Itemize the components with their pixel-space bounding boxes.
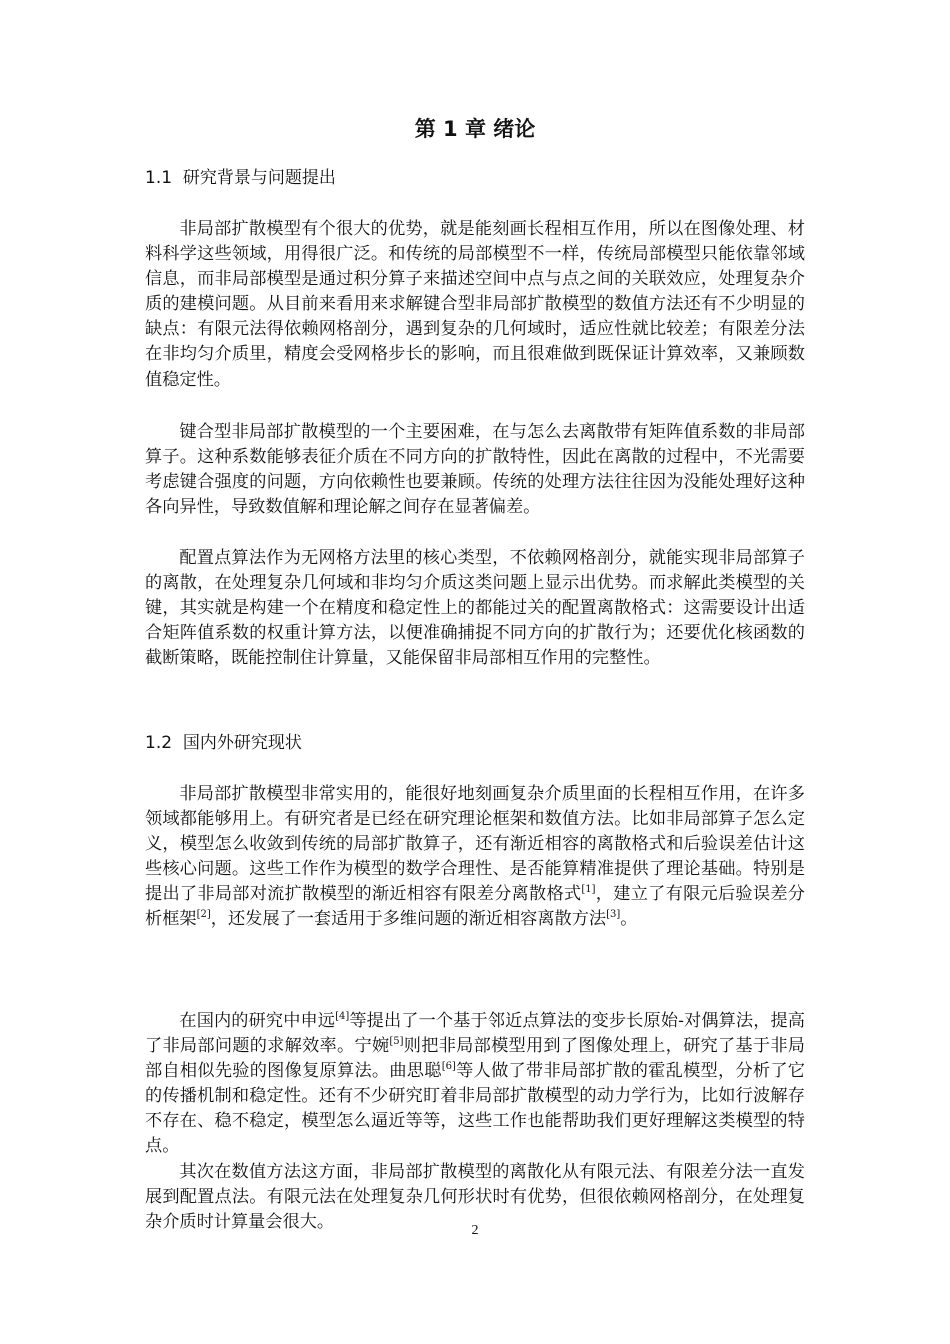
citation-3[interactable]: [3]	[606, 909, 621, 921]
citation-6[interactable]: [6]	[441, 1061, 456, 1073]
section-heading-1-2: 1.2 国内外研究现状	[145, 733, 302, 753]
paragraph-text: 非局部扩散模型非常实用的，能很好地刻画复杂介质里面的长程相互作用，在许多领域都能够用上。有研究者是已经在研究理论框架和数值方法。比如非局部算子怎么定义，模型怎么收敛到传统的局部扩散算子，还有渐近相容的离散格式和后验误差估计这些核心问题。这些工作作为模型的数学合理性、是否能算精准提供了理论基础。特别是提出了非局部对流扩散模型的渐近相容有限差分离散格式	[145, 784, 805, 905]
section-heading-1-1: 1.1 研究背景与问题提出	[145, 168, 336, 188]
chapter-title: 第 1 章 绪论	[414, 117, 536, 141]
paragraph-text: 等提出了一个基于邻近点算法的变步长原始-对偶算法，提高了非局部问题的求解效率。宁婉	[145, 1011, 805, 1057]
citation-2[interactable]: [2]	[196, 909, 211, 921]
paragraph: 其次在数值方法这方面，非局部扩散模型的离散化从有限元法、有限差分法一直发展到配置点法。有限元法在处理复杂几何形状时有优势，但很依赖网格剖分，在处理复杂介质时计算量会很大。	[145, 1162, 805, 1233]
page-number: 2	[471, 1223, 479, 1238]
paragraph: 键合型非局部扩散模型的一个主要困难，在与怎么去离散带有矩阵值系数的非局部算子。这种系数能够表征介质在不同方向的扩散特性，因此在离散的过程中，不光需要考虑键合强度的问题，方向依赖性也要兼顾。传统的处理方法往往因为没能处理好这种各向异性，导致数值解和理论解之间存在显著偏差。	[145, 422, 805, 518]
paragraph	[145, 1009, 805, 1160]
paragraph: 配置点算法作为无网格方法里的核心类型，不依赖网格剖分，就能实现非局部算子的离散，在处理复杂几何域和非均匀介质这类问题上显示出优势。而求解此类模型的关键，其实就是构建一个在精度和稳定性上的都能过关的配置离散格式：这需要设计出适合矩阵值系数的权重计算方法，以便准确捕捉不同方向的扩散行为；还要优化核函数的截断策略，既能控制住计算量，又能保留非局部相互作用的完整性。	[145, 548, 805, 669]
citation-5[interactable]: [5]	[389, 1036, 404, 1048]
citation-4[interactable]: [4]	[335, 1011, 350, 1022]
paragraph-text: 。	[620, 909, 638, 930]
paragraph: 非局部扩散模型有个很大的优势，就是能刻画长程相互作用，所以在图像处理、材料科学这些领域，用得很广泛。和传统的局部模型不一样，传统局部模型只能依靠邻域信息，而非局部模型是通过积分算子来描述空间中点与点之间的关联效应，处理复杂介质的建模问题。从目前来看用来求解键合型非局部扩散模型的数值方法还有不少明显的缺点：有限元法得依赖网格剖分，遇到复杂的几何域时，适应性就比较差；有限差分法在非均匀介质里，精度会受网格步长的影响，而且很难做到既保证计算效率，又兼顾数值稳定性。	[145, 219, 805, 390]
paragraph-text: 在国内的研究中申远	[179, 1011, 336, 1031]
paragraph	[145, 782, 805, 933]
paragraph-text: ，还发展了一套适用于多维问题的渐近相容离散方法	[210, 909, 607, 930]
paragraph-text: ，建立了有限元后验误差分析框架	[145, 884, 805, 930]
paragraph-text: 等人做了带非局部扩散的霍乱模型，分析了它的传播机制和稳定性。还有不少研究盯着非局部扩散模型的动力学行为，比如行波解存不存在、稳不稳定，模型怎么逼近等等，这些工作也能帮助我们更好理解这类模型的特点。	[145, 1061, 805, 1157]
citation-1[interactable]: [1]	[581, 884, 596, 896]
paragraph-text: 则把非局部模型用到了图像处理上，研究了基于非局部自相似先验的图像复原算法。曲思聪	[145, 1036, 805, 1082]
